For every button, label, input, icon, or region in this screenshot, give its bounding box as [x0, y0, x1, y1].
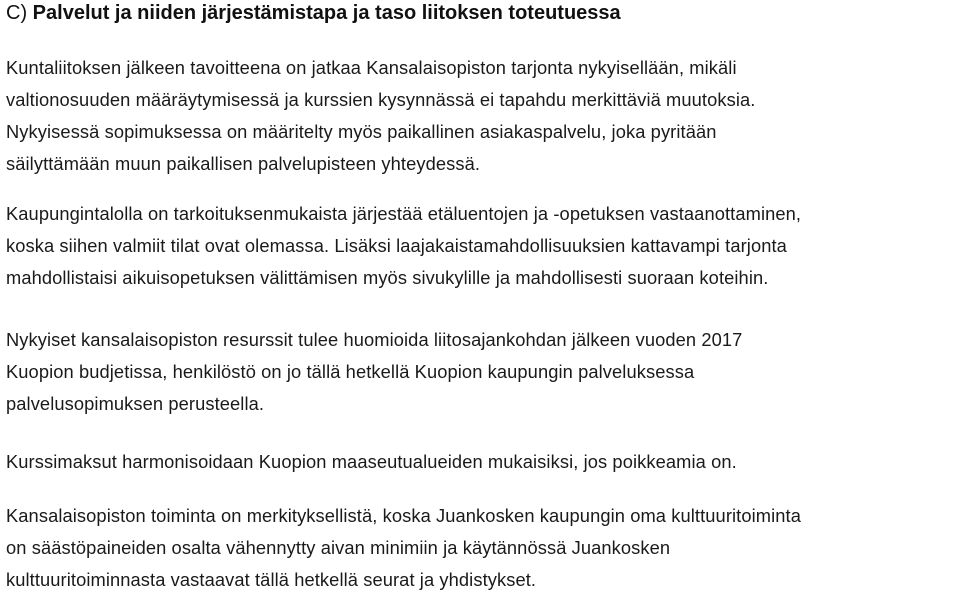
text-line: valtionosuuden määräytymisessä ja kurssien kysynnässä ei tapahdu merkittäviä muutoksia.	[6, 89, 756, 110]
text-line: Kuntaliitoksen jälkeen tavoitteena on jatkaa Kansalaisopiston tarjonta nykyisellään, mikäli	[6, 57, 737, 78]
text-line: Nykyisessä sopimuksessa on määritelty myös paikallinen asiakaspalvelu, joka pyritään	[6, 121, 717, 142]
text-line: säilyttämään muun paikallisen palvelupisteen yhteydessä.	[6, 153, 481, 174]
text-line: kulttuuritoiminnasta vastaavat tällä hetkellä seurat ja yhdistykset.	[6, 569, 537, 590]
text-line: palvelusopimuksen perusteella.	[6, 393, 265, 414]
text-line: Kansalaisopiston toiminta on merkityksellistä, koska Juankosken kaupungin oma kulttuuritoiminta	[6, 505, 801, 526]
document-page	[6, 0, 956, 590]
text-line: Kuopion budjetissa, henkilöstö on jo tällä hetkellä Kuopion kaupungin palveluksessa	[6, 361, 695, 382]
paragraph	[6, 500, 801, 596]
text-line: Kurssimaksut harmonisoidaan Kuopion maaseutualueiden mukaisiksi, jos poikkeamia on.	[6, 451, 737, 472]
text-line: koska siihen valmiit tilat ovat olemassa. Lisäksi laajakaistamahdollisuuksien kattavampi tarjonta	[6, 235, 787, 256]
paragraph	[6, 198, 801, 294]
paragraph	[6, 52, 755, 180]
section-title: Palvelut ja niiden järjestämistapa ja taso liitoksen toteutuessa	[32, 2, 621, 24]
text-line: Nykyiset kansalaisopiston resurssit tulee huomioida liitosajankohdan jälkeen vuoden 2017	[6, 329, 743, 350]
text-line: Kaupungintalolla on tarkoituksenmukaista järjestää etäluentojen ja -opetuksen vastaanottaminen,	[6, 203, 802, 224]
text-line: mahdollistaisi aikuisopetuksen välittämisen myös sivukylille ja mahdollisesti suoraan koteihin.	[6, 267, 769, 288]
section-heading	[6, 0, 956, 26]
section-prefix: C)	[6, 2, 33, 24]
paragraph	[6, 446, 737, 478]
text-line: on säästöpaineiden osalta vähennytty aivan minimiin ja käytännössä Juankosken	[6, 537, 671, 558]
paragraph	[6, 324, 742, 420]
